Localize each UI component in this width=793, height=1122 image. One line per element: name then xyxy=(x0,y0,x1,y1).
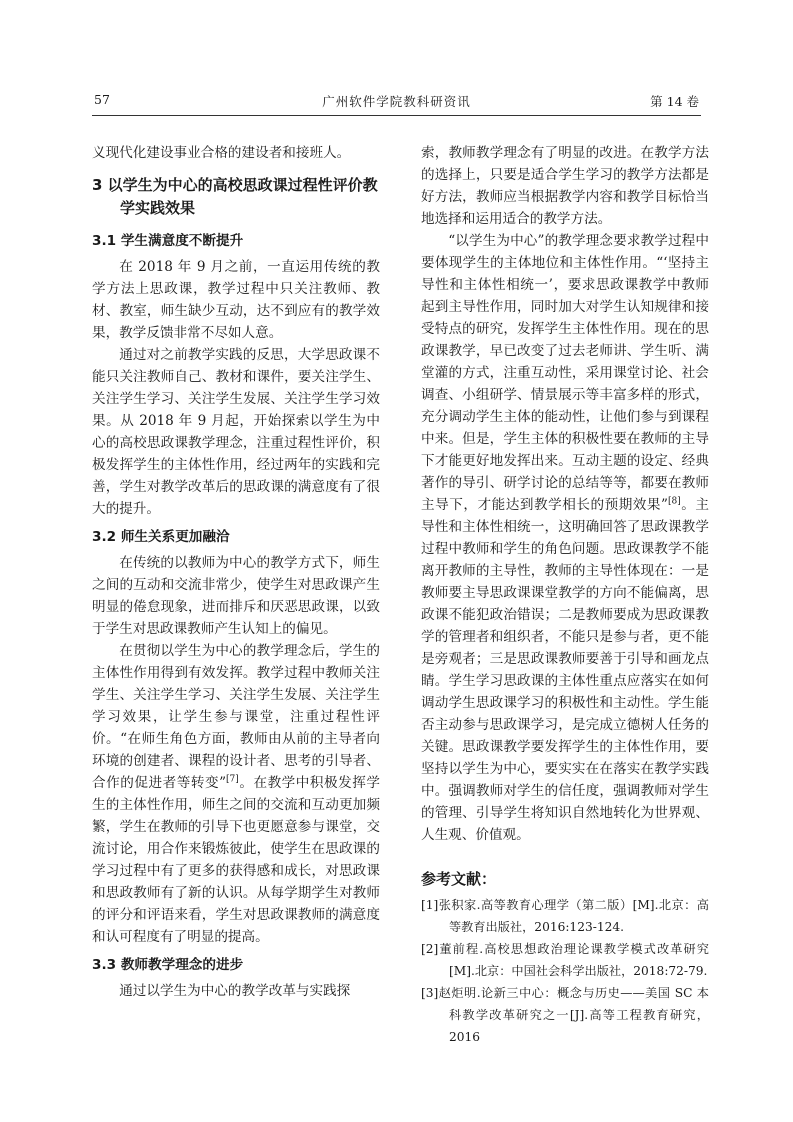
subsection-3-1-heading: 3.1 学生满意度不断提升 xyxy=(92,233,244,249)
subsection-3-3-heading: 3.3 教师教学理念的进步 xyxy=(92,957,244,973)
reference-item: [2]董前程.高校思想政治理论课教学模式改革研究[M].北京：中国社会科学出版社，2018:72-79. xyxy=(421,942,709,978)
paragraph-text: 。主导性和主体性相统一，这明确回答了思政课教学过程中教师和学生的角色问题。思政课教学不能离开教师的主导性，教师的主导性体现在：一是教师要主导思政课课堂教学的方向不能偏离，思政课不能犯政治错误；二是教师要成为思政课教学的管理者和组织者，不能只是参与者，更不能是旁观者；三是思政课教师要善于引导和画龙点睛。学生学习思政课的主体性重点应落实在如何调动学生思政课学习的积极性和主动性。学生能否主动参与思政课学习，是完成立德树人任务的关键。思政课教学要发挥学生的主体性作用，要坚持以学生为中心，要实实在在落实在教学实践中。强调教师对学生的信任度，强调教师对学生的管理、引导学生将知识自然地转化为世界观、人生观、价值观。 xyxy=(421,497,710,843)
subsection-3-2-heading: 3.2 师生关系更加融洽 xyxy=(92,529,230,545)
header-rule xyxy=(92,115,701,116)
journal-title: 广州软件学院教科研资讯 xyxy=(322,94,471,109)
body-paragraph: 通过以学生为中心的教学改革与实践探 xyxy=(119,983,351,999)
citation-marker: [7] xyxy=(226,774,239,785)
volume-label: 第 14 卷 xyxy=(650,94,699,109)
citation-marker: [8] xyxy=(668,496,681,507)
body-paragraph xyxy=(92,640,380,948)
reference-item: [1]张积家.高等教育心理学（第二版）[M].北京：高等教育出版社，2016:123-124. xyxy=(421,898,709,934)
reference-item: [3]赵炬明.论新三中心：概念与历史——美国 SC 本科教学改革研究之一[J].高等工程教育研究，2016 xyxy=(421,986,709,1044)
left-column xyxy=(92,142,380,1002)
references-heading: 参考文献： xyxy=(421,870,497,888)
body-paragraph: 义现代化建设事业合格的建设者和接班人。 xyxy=(92,145,351,161)
paragraph-text: “以学生为中心”的教学理念要求教学过程中要体现学生的主体地位和主体性作用。“‘坚持主导性和主体性相统一’，要求思政课教学中教师起到主导性作用，同时加大对学生认知规律和接受特点的研究，发挥学生主体性作用。现在的思政课教学，早已改变了过去老师讲、学生听、满堂灌的方式，注重互动性，采用课堂讨论、社会调查、小组研学、情景展示等丰富多样的形式，充分调动学生主体的能动性，让他们参与到课程中来。但是，学生主体的积极性要在教师的主导下才能更好地发挥出来。互动主题的设定、经典著作的导引、研学讨论的总结等等，都要在教师主导下，才能达到教学相长的预期效果” xyxy=(421,233,709,513)
body-paragraph xyxy=(421,230,709,846)
paragraph-text: 在贯彻以学生为中心的教学理念后，学生的主体性作用得到有效发挥。教学过程中教师关注学生、关注学生学习、关注学生发展、关注学生学习效果，让学生参与课堂，注重过程性评价。“在师生角色方面，教师由从前的主导者向环境的创建者、课程的设计者、思考的引导者、合作的促进者等转变” xyxy=(92,643,380,791)
body-paragraph: 在传统的以教师为中心的教学方式下，师生之间的互动和交流非常少，使学生对思政课产生明显的倦怠现象，进而排斥和厌恶思政课，以致于学生对思政课教师产生认知上的偏见。 xyxy=(92,555,380,637)
body-paragraph: 通过对之前教学实践的反思，大学思政课不能只关注教师自己、教材和课件，要关注学生、关注学生学习、关注学生发展、关注学生学习效果。从 2018 年 9 月起，开始探索以学生为中心的高校思政课教学理念，注重过程性评价，积极发挥学生的主体性作用，经过两年的实践和完善，学生对教学改革后的思政课的满意度有了很大的提升。 xyxy=(92,347,380,517)
running-header xyxy=(92,92,701,110)
body-paragraph: 索，教师教学理念有了明显的改进。在教学方法的选择上，只要是适合学生学习的教学方法都是好方法，教师应当根据教学内容和教学目标恰当地选择和运用适合的教学方法。 xyxy=(421,145,709,227)
paragraph-text: 。在教学中积极发挥学生的主体性作用，师生之间的交流和互动更加频繁，学生在教师的引导下也更愿意参与课堂，交流讨论，用合作来锻炼彼此，使学生在思政课的学习过程中有了更多的获得感和成长，对思政课和思政教师有了新的认识。从每学期学生对教师的评分和评语来看，学生对思政课教师的满意度和认可程度有了明显的提高。 xyxy=(92,775,381,945)
page-number: 57 xyxy=(94,92,110,107)
right-column xyxy=(421,142,709,1048)
section-3-heading: 3 以学生为中心的高校思政课过程性评价教学实践效果 xyxy=(92,176,378,217)
body-paragraph: 在 2018 年 9 月之前，一直运用传统的教学方法上思政课，教学过程中只关注教师、教材、教室，师生缺少互动，达不到应有的教学效果，教学反馈非常不尽如人意。 xyxy=(92,259,380,341)
